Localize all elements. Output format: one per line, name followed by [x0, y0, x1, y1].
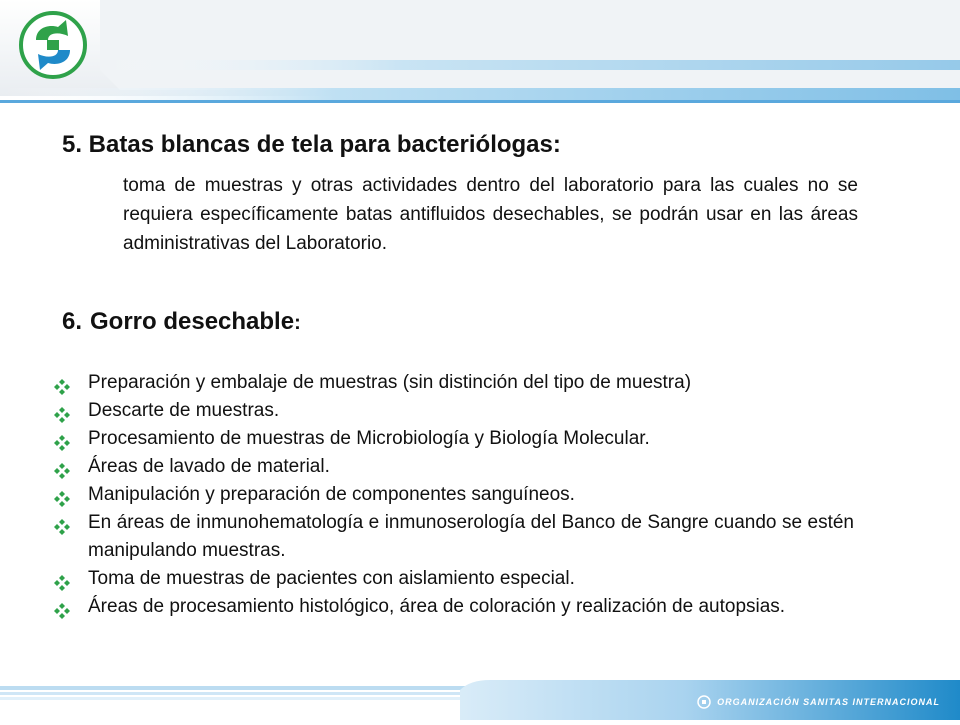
footer-org-name: ORGANIZACIÓN SANITAS INTERNACIONAL [717, 697, 940, 707]
four-diamond-bullet-icon [54, 488, 70, 504]
section-5-title: 5. Batas blancas de tela para bacteriólogas: [62, 131, 561, 158]
four-diamond-bullet-icon [54, 404, 70, 420]
list-item [54, 509, 854, 565]
list-item [54, 453, 854, 481]
list-item-text: Preparación y embalaje de muestras (sin distinción del tipo de muestra) [88, 372, 692, 393]
four-diamond-bullet-icon [54, 460, 70, 476]
list-item [54, 397, 854, 425]
list-item [54, 481, 854, 509]
logo-mark-icon [18, 10, 88, 80]
four-diamond-bullet-icon [54, 376, 70, 392]
four-diamond-bullet-icon [54, 572, 70, 588]
section-6-number: 6. [62, 308, 83, 335]
list-item-text: Áreas de lavado de material. [88, 456, 330, 477]
list-item [54, 565, 854, 593]
footer-band [0, 660, 960, 720]
list-item [54, 425, 854, 453]
footer-organization [697, 694, 940, 710]
footer-decoration [0, 660, 960, 720]
list-item [54, 593, 854, 621]
header-decoration [0, 0, 960, 110]
list-item-text: Descarte de muestras. [88, 400, 280, 421]
list-item-text: Manipulación y preparación de componentes sanguíneos. [88, 484, 575, 505]
list-item-text: Procesamiento de muestras de Microbiología y Biología Molecular. [88, 428, 650, 449]
organization-swirl-logo [18, 10, 88, 80]
list-item [54, 369, 854, 397]
list-item-text: Áreas de procesamiento histológico, área de coloración y realización de autopsias. [88, 596, 786, 617]
footer-logo-icon [697, 695, 711, 709]
four-diamond-bullet-icon [54, 516, 70, 532]
section-6-heading [62, 308, 301, 336]
section-6-title: Gorro desechable [90, 308, 295, 335]
section-6-colon: : [294, 312, 301, 334]
four-diamond-bullet-icon [54, 600, 70, 616]
section-6-bullet-list [54, 369, 854, 621]
four-diamond-bullet-icon [54, 432, 70, 448]
list-item-text: Toma de muestras de pacientes con aislamiento especial. [88, 568, 575, 589]
list-item-text: En áreas de inmunohematología e inmunoserología del Banco de Sangre cuando se estén manipulando muestras. [88, 512, 854, 561]
header-band [0, 0, 960, 110]
section-5-body: toma de muestras y otras actividades dentro del laboratorio para las cuales no se requiera específicamente batas antifluidos desechables, se podrán usar en las áreas administrativas del Laboratorio. [123, 175, 858, 254]
